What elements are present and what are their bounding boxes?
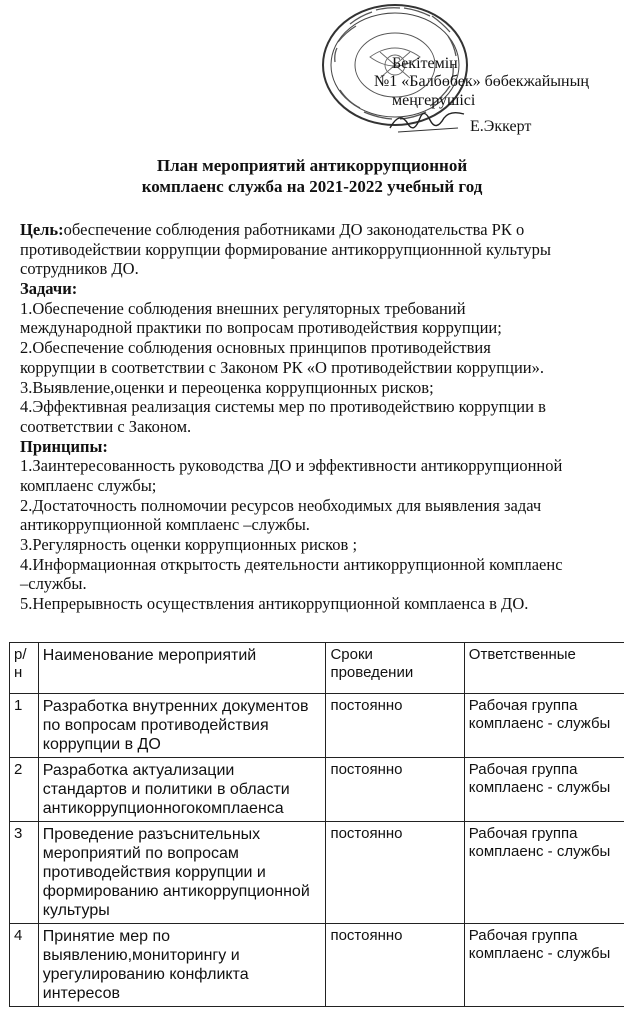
row-number: 2 bbox=[10, 758, 39, 822]
activity-timing: постоянно bbox=[326, 822, 464, 924]
approval-title: Бекітемін bbox=[392, 55, 458, 72]
goal-label: Цель: bbox=[20, 220, 64, 239]
header-timing: Сроки проведении bbox=[326, 643, 464, 694]
approval-position: меңгерушісі bbox=[392, 92, 476, 109]
document-title-line-2: комплаенс служба на 2021-2022 учебный год bbox=[141, 177, 483, 196]
activity-timing: постоянно bbox=[326, 694, 464, 758]
document-title-line-1: План мероприятий антикоррупционной bbox=[156, 156, 468, 175]
goal-text: обеспечение соблюдения работниками ДО законодательства РК о bbox=[63, 220, 525, 239]
tasks-line: 3.Выявление,оценки и переоценка коррупционных рисков; bbox=[20, 377, 434, 397]
activity-responsible: Рабочая группа комплаенс - службы bbox=[464, 694, 624, 758]
activity-name: Проведение разъснительных мероприятий по вопросам противодействия коррупции и формированию антикоррупционной культуры bbox=[38, 822, 326, 924]
activity-timing: постоянно bbox=[326, 924, 464, 1007]
tasks-line: 4.Эффективная реализация системы мер по противодействию коррупции в bbox=[20, 397, 546, 417]
tasks-line: коррупции в соответствии с Законом РК «О противодействии коррупции». bbox=[20, 357, 544, 377]
tasks-line: 1.Обеспечение соблюдения внешних регуляторных требований bbox=[20, 298, 466, 318]
activity-name: Принятие мер по выявлению,мониторингу и урегулированию конфликта интересов bbox=[38, 924, 326, 1007]
activity-responsible: Рабочая группа комплаенс - службы bbox=[464, 822, 624, 924]
tasks-line: соответствии с Законом. bbox=[20, 416, 192, 436]
approval-signatory-name: Е.Эккерт bbox=[470, 118, 532, 135]
tasks-line: международной практики по вопросам противодействия коррупции; bbox=[20, 318, 502, 338]
header-responsible: Ответственные bbox=[464, 643, 624, 694]
header-activity-name: Наименование мероприятий bbox=[38, 643, 326, 694]
principles-line: 5.Непрерывность осуществления антикоррупционной комплаенса в ДО. bbox=[20, 594, 529, 614]
row-number: 4 bbox=[10, 924, 39, 1007]
principles-line: 4.Информационная открытость деятельности антикоррупционной комплаенс bbox=[20, 554, 563, 574]
activities-table bbox=[9, 642, 624, 1007]
principles-line: 1.Заинтересованность руководства ДО и эффективности антикоррупционной bbox=[20, 456, 563, 476]
tasks-line: 2.Обеспечение соблюдения основных принципов противодействия bbox=[20, 338, 491, 358]
table-row bbox=[10, 694, 624, 758]
activity-timing: постоянно bbox=[326, 758, 464, 822]
activity-responsible: Рабочая группа комплаенс - службы bbox=[464, 758, 624, 822]
principles-line: –службы. bbox=[20, 574, 87, 594]
handwritten-signature bbox=[388, 108, 468, 136]
activity-responsible: Рабочая группа комплаенс - службы bbox=[464, 924, 624, 1007]
principles-label: Принципы: bbox=[20, 436, 108, 456]
table-row bbox=[10, 822, 624, 924]
row-number: 1 bbox=[10, 694, 39, 758]
approval-organization: №1 «Балбөбек» бөбекжайының bbox=[374, 73, 589, 90]
approval-block bbox=[0, 0, 624, 140]
table-header-row bbox=[10, 643, 624, 694]
tasks-label: Задачи: bbox=[20, 279, 78, 299]
goal-line-1 bbox=[20, 220, 624, 240]
row-number: 3 bbox=[10, 822, 39, 924]
principles-line: антикоррупционной комплаенс –службы. bbox=[20, 515, 310, 535]
principles-line: 2.Достаточность полномочии ресурсов необходимых для выявления задач bbox=[20, 495, 542, 515]
activity-name: Разработка внутренних документов по вопросам противодействия коррупции в ДО bbox=[38, 694, 326, 758]
document-body bbox=[20, 220, 624, 614]
table-row bbox=[10, 924, 624, 1007]
activity-name: Разработка актуализации стандартов и политики в области антикоррупционногокомплаенса bbox=[38, 758, 326, 822]
goal-line-3: сотрудников ДО. bbox=[20, 259, 139, 279]
table-row bbox=[10, 758, 624, 822]
principles-line: 3.Регулярность оценки коррупционных рисков ; bbox=[20, 535, 358, 554]
header-number: р/н bbox=[10, 643, 39, 694]
principles-line: комплаенс службы; bbox=[20, 475, 157, 495]
goal-line-2: противодействии коррупции формирование антикоррупционнной культуры bbox=[20, 239, 551, 259]
